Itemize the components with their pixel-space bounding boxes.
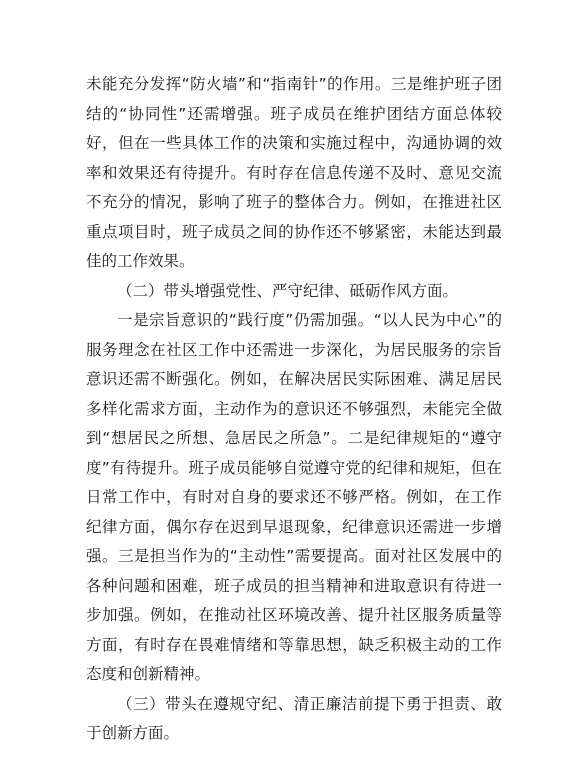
paragraph-body: 一是宗旨意识的“践行度”仍需加强。“以人民为中心”的服务理念在社区工作中还需进一步深化，为居民服务的宗旨意识还需不断强化。例如，在解决居民实际困难、满足居民多样化需求方面，主动作为的意识还不够强烈，未能完全做到“想居民之所想、急居民之所急”。二是纪律规矩的“遵守度”有待提升。班子成员能够自觉遵守党的纪律和规矩，但在日常工作中，有时对自身的要求还不够严格。例如，在工作纪律方面，偶尔存在迟到早退现象，纪律意识还需进一步增强。三是担当作为的“主动性”需要提高。面对社区发展中的各种问题和困难，班子成员的担当精神和进取意识有待进一步加强。例如，在推动社区环境改善、提升社区服务质量等方面，有时存在畏难情绪和等靠思想，缺乏积极主动的工作态度和创新精神。 [86, 311, 502, 683]
section-heading-3: （三）带头在遵规守纪、清正廉洁前提下勇于担责、敢于创新方面。 [86, 694, 502, 742]
paragraph-continuation: 未能充分发挥“防火墙”和“指南针”的作用。三是维护班子团结的“协同性”还需增强。班子成员在维护团结方面总体较好，但在一些具体工作的决策和实施过程中，沟通协调的效率和效果还有待提升。有时存在信息传递不及时、意见交流不充分的情况，影响了班子的整体合力。例如，在推进社区重点项目时，班子成员之间的协作还不够紧密，未能达到最佳的工作效果。 [86, 75, 502, 270]
section-heading-2: （二）带头增强党性、严守纪律、砥砺作风方面。 [117, 281, 459, 300]
document-body [86, 70, 502, 749]
